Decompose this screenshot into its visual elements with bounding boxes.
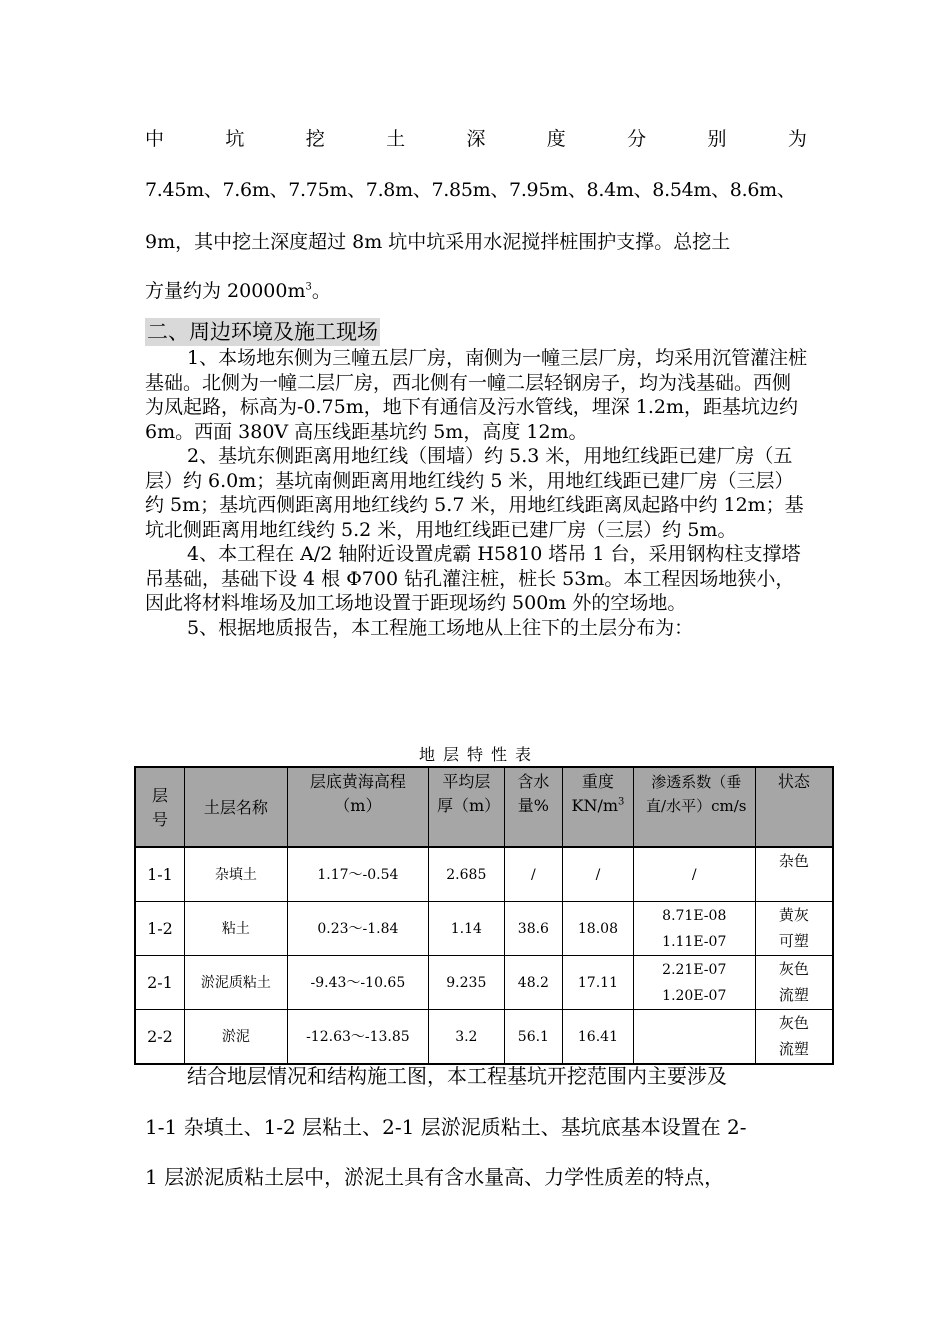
paragraph-4: 4、本工程在 A/2 轴附近设置虎霸 H5810 塔吊 1 台，采用钢构柱支撑塔吊基础，基础下设 4 根 Φ700 钻孔灌注桩，桩长 53m。本工程因场地狭小，因此将材料堆场及加工场地设置于距现场约 500m 外的空场地。 bbox=[145, 543, 801, 614]
section-heading: 二、周边环境及施工现场 bbox=[147, 320, 378, 344]
cell-elevation: 0.23～-1.84 bbox=[287, 902, 428, 956]
cell-permeability bbox=[633, 847, 755, 902]
cell-name: 粘土 bbox=[184, 902, 287, 956]
cell-elevation: -9.43～-10.65 bbox=[287, 956, 428, 1010]
paragraph-1: 1、本场地东侧为三幢五层厂房，南侧为一幢三层厂房，均采用沉管灌注桩基础。北侧为一幢二层厂房，西北侧有一幢二层轻钢房子，均为浅基础。西侧为凤起路，标高为-0.75m，地下有通信及污水管线，埋深 1.2m，距基坑边约 6m。西面 380V 高压线距基坑约 5m，高度 12m。 bbox=[145, 347, 808, 443]
cell-water: 56.1 bbox=[504, 1010, 563, 1065]
table-row bbox=[135, 1010, 833, 1065]
cell-thickness: 2.685 bbox=[429, 847, 505, 902]
intro-line-2: 7.45m、7.6m、7.75m、7.8m、7.85m、7.95m、8.4m、8.54m、8.6m、 bbox=[145, 179, 796, 201]
section-body bbox=[145, 346, 809, 640]
header-name: 土层名称 bbox=[184, 767, 287, 847]
cell-layer-no: 2-1 bbox=[135, 956, 184, 1010]
cell-state bbox=[755, 1010, 833, 1065]
state-value: 流塑 bbox=[778, 1040, 809, 1058]
state-value: 灰色 bbox=[778, 960, 809, 978]
cell-weight: 16.41 bbox=[563, 1010, 634, 1065]
cell-weight: 18.08 bbox=[563, 902, 634, 956]
state-value: 黄灰 bbox=[778, 906, 809, 924]
table-row bbox=[135, 956, 833, 1010]
cell-thickness: 3.2 bbox=[429, 1010, 505, 1065]
perm-value: 1.11E-07 bbox=[662, 933, 727, 950]
conclusion-line-1: 结合地层情况和结构施工图，本工程基坑开挖范围内主要涉及 bbox=[187, 1064, 727, 1088]
intro-char: 深 bbox=[466, 128, 486, 150]
perm-value: 2.21E-07 bbox=[662, 961, 727, 978]
header-elevation: 层底黄海高程（m） bbox=[287, 767, 428, 847]
cell-weight: 17.11 bbox=[563, 956, 634, 1010]
intro-volume-end: 。 bbox=[311, 280, 331, 302]
header-layer-no: 层号 bbox=[135, 767, 184, 847]
table-row bbox=[135, 847, 833, 902]
cell-state bbox=[755, 847, 833, 902]
cell-permeability bbox=[633, 902, 755, 956]
cell-elevation: 1.17～-0.54 bbox=[287, 847, 428, 902]
cell-water: / bbox=[504, 847, 563, 902]
cell-water: 48.2 bbox=[504, 956, 563, 1010]
state-value: 杂色 bbox=[778, 852, 809, 870]
intro-line-1 bbox=[145, 124, 807, 151]
cell-weight: / bbox=[563, 847, 634, 902]
header-weight bbox=[563, 767, 634, 847]
cell-name: 淤泥质粘土 bbox=[184, 956, 287, 1010]
cell-thickness: 9.235 bbox=[429, 956, 505, 1010]
table-row bbox=[135, 902, 833, 956]
cell-layer-no: 1-1 bbox=[135, 847, 184, 902]
intro-line-3: 9m，其中挖土深度超过 8m 坑中坑采用水泥搅拌桩围护支撑。总挖土 bbox=[145, 231, 731, 253]
intro-char: 中 bbox=[145, 128, 165, 150]
paragraph-5: 5、根据地质报告，本工程施工场地从上往下的土层分布为： bbox=[187, 616, 694, 639]
perm-value: / bbox=[691, 866, 697, 883]
intro-char: 土 bbox=[386, 128, 406, 150]
header-water: 含水量% bbox=[504, 767, 563, 847]
header-thickness: 平均层厚（m） bbox=[429, 767, 505, 847]
intro-char: 别 bbox=[707, 128, 727, 150]
intro-char: 为 bbox=[787, 128, 807, 150]
state-value: 灰色 bbox=[778, 1014, 809, 1032]
cell-permeability bbox=[633, 1010, 755, 1065]
intro-char: 分 bbox=[627, 128, 647, 150]
header-weight-text: 重度KN/m bbox=[571, 772, 618, 815]
intro-volume-text: 方量约为 20000m bbox=[145, 280, 306, 302]
intro-char: 坑 bbox=[225, 128, 245, 150]
cell-water: 38.6 bbox=[504, 902, 563, 956]
cell-name: 淤泥 bbox=[184, 1010, 287, 1065]
header-permeability: 渗透系数（垂直/水平）cm/s bbox=[633, 767, 755, 847]
state-value: 流塑 bbox=[778, 986, 809, 1004]
perm-value: 1.20E-07 bbox=[662, 987, 727, 1004]
conclusion-line-2: 1-1 杂填土、1-2 层粘土、2-1 层淤泥质粘土、基坑底基本设置在 2- bbox=[145, 1115, 747, 1139]
cubic-superscript: 3 bbox=[305, 281, 312, 293]
cell-layer-no: 2-2 bbox=[135, 1010, 184, 1065]
cell-permeability bbox=[633, 956, 755, 1010]
cell-state bbox=[755, 956, 833, 1010]
conclusion-line-3: 1 层淤泥质粘土层中，淤泥土具有含水量高、力学性质差的特点， bbox=[145, 1165, 725, 1189]
table-caption: 地层特性表 bbox=[418, 745, 539, 764]
header-weight-sup: 3 bbox=[618, 796, 625, 808]
cell-thickness: 1.14 bbox=[429, 902, 505, 956]
intro-char: 挖 bbox=[305, 128, 325, 150]
intro-line-4 bbox=[145, 276, 331, 303]
intro-char: 度 bbox=[546, 128, 566, 150]
header-state: 状态 bbox=[755, 767, 833, 847]
paragraph-2: 2、基坑东侧距离用地红线（围墙）约 5.3 米，用地红线距已建厂房（五层）约 6.0m；基坑南侧距离用地红线约 5 米，用地红线距已建厂房（三层）约 5m；基坑西侧距离用地红线约 5.7 米，用地红线距离凤起路中约 12m；基坑北侧距离用地红线约 5.2 米，用地红线距已建厂房（三层）约 5m。 bbox=[145, 445, 804, 541]
cell-layer-no: 1-2 bbox=[135, 902, 184, 956]
cell-elevation: -12.63～-13.85 bbox=[287, 1010, 428, 1065]
table-header-row bbox=[135, 767, 833, 847]
cell-name: 杂填土 bbox=[184, 847, 287, 902]
cell-state bbox=[755, 902, 833, 956]
soil-properties-table bbox=[134, 766, 834, 1065]
perm-value: 8.71E-08 bbox=[662, 907, 727, 924]
state-value: 可塑 bbox=[778, 932, 809, 950]
